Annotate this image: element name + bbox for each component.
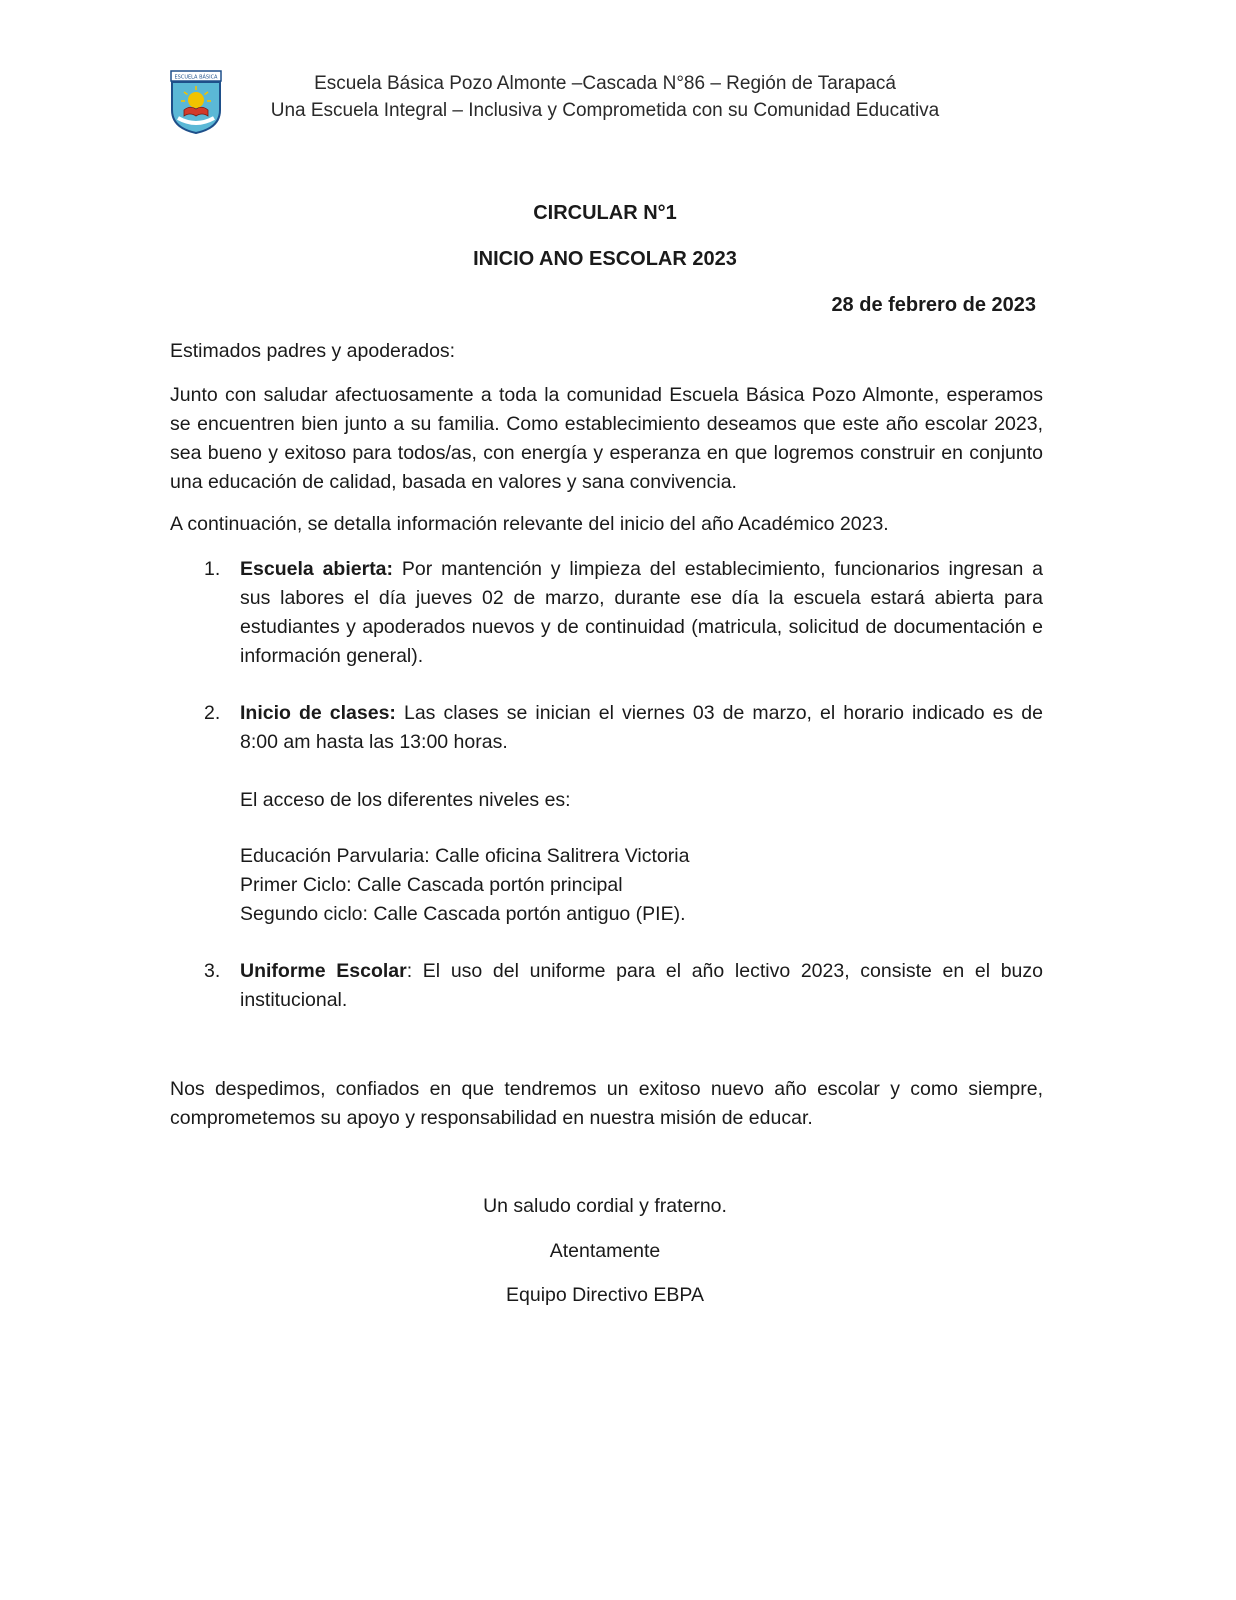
list-item-number: 2. [204, 702, 221, 724]
list-item-text: Las clases se inician el viernes 03 de marzo, el horario indicado es de 8:00 am hasta las 13:00 horas. [240, 702, 1043, 753]
closing-paragraph: Nos despedimos, confiados en que tendremos un exitoso nuevo año escolar y como siempre, comprometemos su apoyo y responsabilidad en nuestra misión de educar. [170, 1078, 1043, 1129]
list-item-heading: Inicio de clases: [240, 702, 396, 724]
circular-subject: INICIO ANO ESCOLAR 2023 [473, 248, 737, 270]
access-level: Educación Parvularia: Calle oficina Salitrera Victoria [240, 845, 690, 867]
list-item [204, 957, 1043, 1017]
list-item-number: 1. [204, 558, 221, 580]
list-item-heading: Uniforme Escolar [240, 960, 407, 982]
list-item-body [240, 555, 1043, 671]
access-intro: El acceso de los diferentes niveles es: [240, 789, 571, 811]
list-item [204, 699, 1043, 759]
circular-title: CIRCULAR N°1 [533, 202, 677, 224]
list-item [204, 555, 1043, 675]
salutation: Un saludo cordial y fraterno. [483, 1195, 727, 1217]
list-item-body [240, 699, 1043, 757]
header-motto: Una Escuela Integral – Inclusiva y Comprometida con su Comunidad Educativa [270, 100, 940, 121]
svg-text:ESCUELA BÁSICA: ESCUELA BÁSICA [174, 74, 218, 81]
intro-paragraph: Junto con saludar afectuosamente a toda la comunidad Escuela Básica Pozo Almonte, esperamos se encuentren bien junto a su familia. Como establecimiento deseamos que este año escolar 2023, sea bueno y exitoso para todos/as, con energía y esperanza en que logremos construir en conjunto una educación de calidad, basada en valores y sana convivencia. [170, 384, 1043, 493]
list-item-number: 3. [204, 960, 221, 982]
list-item-text: Por mantención y limpieza del establecimiento, funcionarios ingresan a sus labores el día jueves 02 de marzo, durante ese día la escuela estará abierta para estudiantes y apoderados nuevos y de continuidad (matricula, solicitud de documentación e información general). [240, 558, 1043, 667]
greeting: Estimados padres y apoderados: [170, 340, 456, 362]
list-item-body [240, 957, 1043, 1015]
circular-date: 28 de febrero de 2023 [831, 294, 1036, 316]
access-level: Primer Ciclo: Calle Cascada portón principal [240, 874, 623, 896]
access-level: Segundo ciclo: Calle Cascada portón antiguo (PIE). [240, 903, 686, 925]
list-item-text: : El uso del uniforme para el año lectivo 2023, consiste en el buzo institucional. [240, 960, 1043, 1011]
continuation-paragraph: A continuación, se detalla información relevante del inicio del año Académico 2023. [170, 513, 889, 535]
signature: Equipo Directivo EBPA [506, 1284, 704, 1306]
header-school-name: Escuela Básica Pozo Almonte –Cascada N°86 – Región de Tarapacá [314, 73, 896, 94]
regards: Atentamente [549, 1240, 661, 1262]
list-item-heading: Escuela abierta: [240, 558, 394, 580]
